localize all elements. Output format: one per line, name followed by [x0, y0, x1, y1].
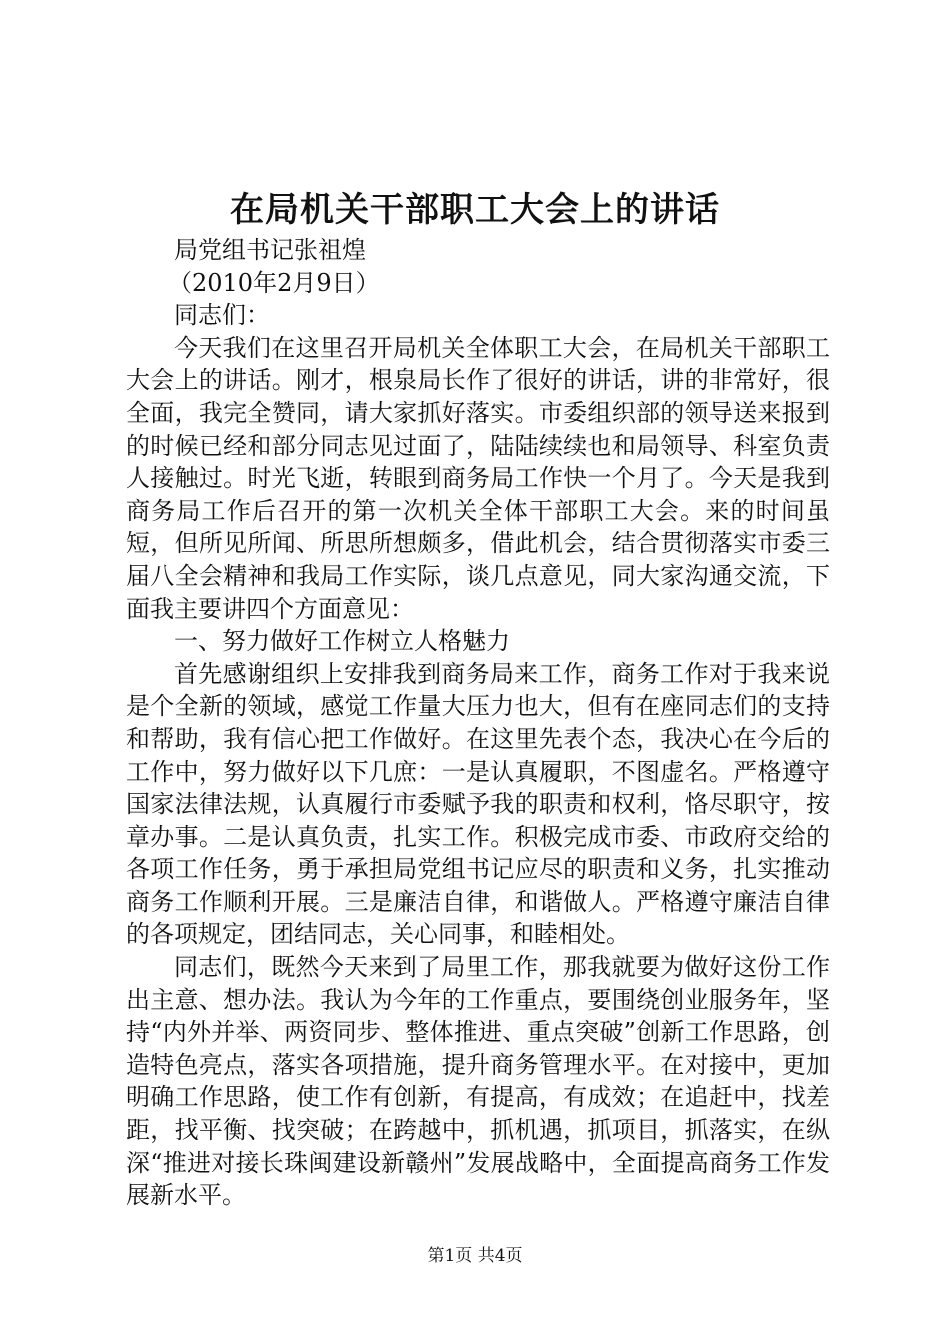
speaker-line: 局党组书记张祖煌 — [174, 236, 366, 264]
date-line: （2010年2月9日） — [168, 268, 380, 297]
paragraph-commitment: 首先感谢组织上安排我到商务局来工作，商务工作对于我来说是个全新的领域，感觉工作量大压力也大，但有在座同志们的支持和帮助，我有信心把工作做好。在这里先表个态，我决心在今后的工作中，努力做好以下几庶：一是认真履职，不图虚名。严格遵守国家法律法规，认真履行市委赋予我的职责和权利，恪尽职守，按章办事。二是认真负责，扎实工作。积极完成市委、市政府交给的各项工作任务，勇于承担局党组书记应尽的职责和义务，扎实推动商务工作顺利开展。三是廉洁自律，和谐做人。严格遵守廉洁自律的各项规定，团结同志，关心同事，和睦相处。 — [126, 659, 830, 949]
paragraph-work-focus: 同志们，既然今天来到了局里工作，那我就要为做好这份工作出主意、想办法。我认为今年的工作重点，要围绕创业服务年，坚持“内外并举、两资同步、整体推进、重点突破”创新工作思路，创造特色亮点，落实各项措施，提升商务管理水平。在对接中，更加明确工作思路，使工作有创新，有提高，有成效；在追赶中，找差距，找平衡、找突破；在跨越中，抓机遇，抓项目，抓落实，在纵深“推进对接长珠闽建设新赣州”发展战略中，全面提高商务工作发展新水平。 — [126, 953, 830, 1210]
section-heading-1: 一、努力做好工作树立人格魅力 — [174, 627, 510, 656]
salutation: 同志们： — [174, 301, 270, 330]
document-body — [126, 234, 830, 1212]
page-number: 第1页 共4页 — [427, 1246, 523, 1266]
document-title: 在局机关干部职工大会上的讲话 — [230, 190, 720, 230]
paragraph-intro: 今天我们在这里召开局机关全体职工大会，在局机关干部职工大会上的讲话。刚才，根泉局长作了很好的讲话，讲的非常好，很全面，我完全赞同，请大家抓好落实。市委组织部的领导送来报到的时候已经和部分同志见过面了，陆陆续续也和局领导、科室负责人接触过。时光飞逝，转眼到商务局工作快一个月了。今天是我到商务局工作后召开的第一次机关全体干部职工大会。来的时间虽短，但所见所闻、所思所想颇多，借此机会，结合贯彻落实市委三届八全会精神和我局工作实际，谈几点意见，同大家沟通交流，下面我主要讲四个方面意见： — [126, 333, 830, 623]
